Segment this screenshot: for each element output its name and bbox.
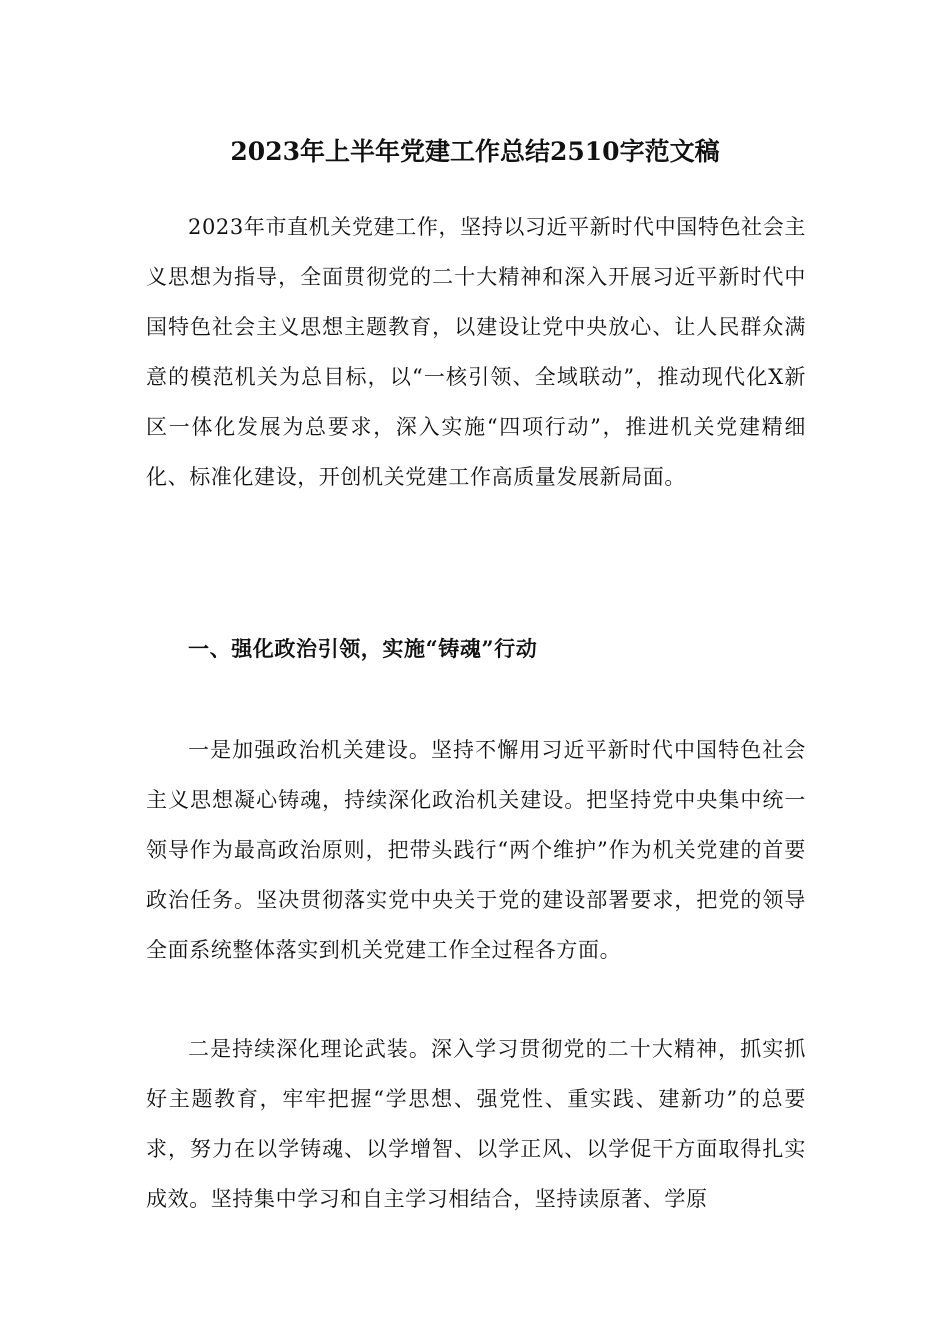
- document-title: 2023年上半年党建工作总结2510字范文稿: [230, 137, 720, 166]
- paragraph-intro: 2023年市直机关党建工作，坚持以习近平新时代中国特色社会主义思想为指导，全面贯彻党的二十大精神和深入开展习近平新时代中国特色社会主义思想主题教育，以建设让党中央放心、让人民群众满意的模范机关为总目标，以“一核引领、全域联动”，推动现代化X新区一体化发展为总要求，深入实施“四项行动”，推进机关党建精细化、标准化建设，开创机关党建工作高质量发展新局面。: [146, 215, 806, 489]
- paragraph-political-construction: 一是加强政治机关建设。坚持不懈用习近平新时代中国特色社会主义思想凝心铸魂，持续深化政治机关建设。把坚持党中央集中统一领导作为最高政治原则，把带头践行“两个维护”作为机关党建的首要政治任务。坚决贯彻落实党中央关于党的建设部署要求，把党的领导全面系统整体落实到机关党建工作全过程各方面。: [146, 738, 806, 962]
- paragraph-theory-study: 二是持续深化理论武装。深入学习贯彻党的二十大精神，抓实抓好主题教育，牢牢把握“学思想、强党性、重实践、建新功”的总要求，努力在以学铸魂、以学增智、以学正风、以学促干方面取得扎实成效。坚持集中学习和自主学习相结合，坚持读原著、学原: [146, 1037, 806, 1211]
- section-heading-1: 一、强化政治引领，实施“铸魂”行动: [188, 636, 538, 661]
